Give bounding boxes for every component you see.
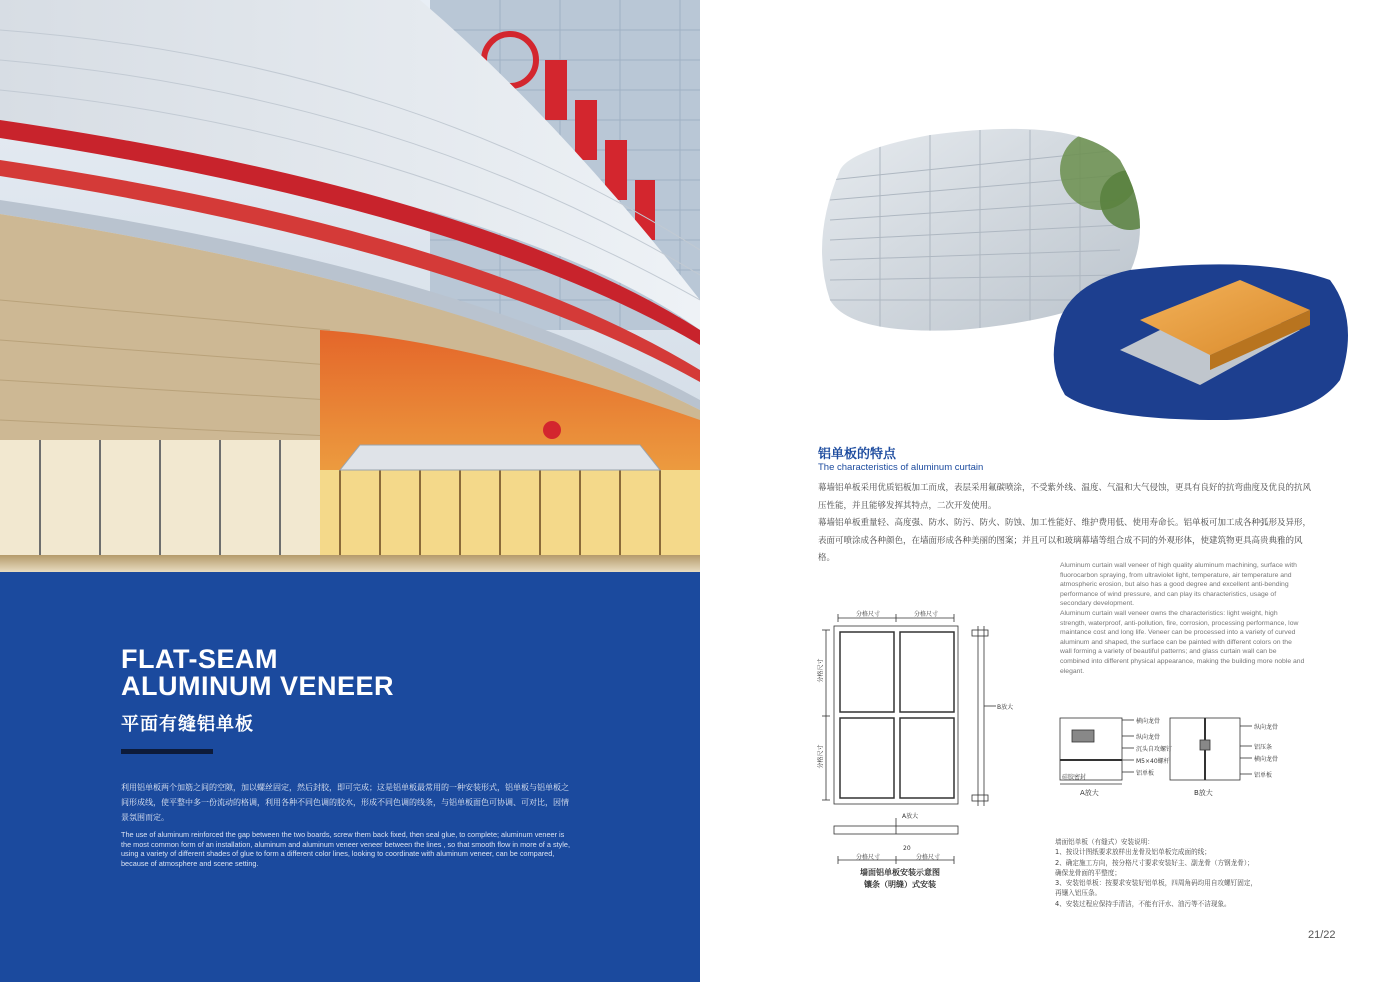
steps-title: 墙面铝单板（有缝式）安装说明： <box>1055 838 1154 846</box>
detail-a-label-3: 沉头自攻螺钉 <box>1136 746 1173 753</box>
step-item: 2、确定施工方向，按分格尺寸要求安装好主、副龙骨（方钢龙骨）； <box>1055 858 1254 867</box>
detail-b-label-2: 铝压条 <box>1254 744 1273 751</box>
title-underline <box>121 749 213 754</box>
detail-b-label-1: 纵向龙骨 <box>1254 724 1279 731</box>
body-cn-paragraph-1: 幕墙铝单板采用优质铝板加工而成，表层采用氟碳喷涂，不受紫外线、温度、气温和大气侵蚀，更具有良好的抗弯曲度及优良的抗风压性能，并且能够发挥其特点，二次开发使用。 <box>818 483 1312 511</box>
caption-line-2: 镶条（明缝）式安装 <box>864 880 936 889</box>
title-en-line1: FLAT-SEAM <box>121 644 278 674</box>
detail-b-label-3: 横向龙骨 <box>1254 756 1279 763</box>
detail-a-label-5: 铝单板 <box>1136 770 1155 777</box>
side-size-label-1: 分格尺寸 <box>817 658 825 683</box>
caption-line-1: 墙面铝单板安装示意图 <box>860 868 940 877</box>
grid-size-label-1: 分格尺寸 <box>856 611 881 618</box>
b-enlarge-label: B放大 <box>997 704 1014 711</box>
description-en: The use of aluminum reinforced the gap between the two boards, screw them back fixed, then seal glue, to complete; aluminum veneer is the most common form of an installation, aluminum and aluminum veneer veneer between the lines , so that smooth flow in more of a style, using a variety of different shades of glue to form a different color lines, looking to coordinate with aluminum veneer, can be compared, because of atmosphere and scene setting. <box>121 830 570 868</box>
step-item: 确保龙骨面的平整度； <box>1055 868 1121 877</box>
product-title-cn: 平面有缝铝单板 <box>121 714 254 735</box>
building-facade-photo <box>0 0 700 572</box>
detail-a-label-4: M5×40螺杆 <box>1136 758 1170 765</box>
body-text-en <box>1060 561 1305 676</box>
body-cn-paragraph-2: 幕墙铝单板重量轻、高度强、防水、防污、防火、防蚀、加工性能好、维护费用低、使用寿命长。铝单板可加工成各种弧形及异形，表面可喷涂成各种颜色，在墙面形成各种美丽的图案；并且可以和玻璃幕墙等组合成不同的外观形体，使建筑物更具高贵典雅的风格。 <box>818 518 1312 563</box>
step-item: 1、按设计图纸要求放样出龙骨及铝单板完成面的线； <box>1055 848 1211 857</box>
detail-b-label-4: 铝单板 <box>1254 772 1273 779</box>
a-enlarge-label: A放大 <box>902 813 919 820</box>
section-subtitle: The characteristics of aluminum curtain <box>818 462 984 473</box>
page-number: 21/22 <box>1308 929 1336 941</box>
right-page <box>700 0 1400 982</box>
detail-a-label-1: 横向龙骨 <box>1136 718 1161 725</box>
detail-a-label-2: 纵向龙骨 <box>1136 734 1161 741</box>
blue-info-panel <box>0 572 700 982</box>
installation-steps <box>1055 837 1325 909</box>
body-en-paragraph-2: Aluminum curtain wall veneer owns the characteristics: light weight, high strength, waterproof, anti-pollution, fire, corrosion, processing performance, low maintance cost and long life. Veneer can be processed into a variety of curved aluminum and shaped, the surface can be painted with different colors on the wall forming a variety of beautiful patterns; and glass curtain wall can be combined into different physical appearance, making the building more noble and elegant. <box>1060 609 1305 675</box>
step-item: 4、安装过程应保持手清洁，不能有汗水、油污等不洁现象。 <box>1055 899 1231 908</box>
title-en-line2: ALUMINUM VENEER <box>121 671 395 701</box>
detail-a-title: A放大 <box>1080 789 1099 797</box>
product-photo-collage <box>700 0 1400 440</box>
detail-a-bottom-label: 硅胶密封 <box>1062 774 1087 781</box>
product-title-en <box>121 646 394 700</box>
step-item: 3、安装铝单板：按要求安装好铝单板，四周角码均用自攻螺钉固定， <box>1055 879 1258 888</box>
grid-size-label-3: 分格尺寸 <box>856 854 881 861</box>
dimension-20-label: 20 <box>903 845 911 852</box>
step-item: 再镶入铝压条。 <box>1055 889 1102 898</box>
description-cn: 利用铝单板两个加筋之间的空隙，加以螺丝固定，然后封胶，即可完成；这是铝单板最常用的一种安装形式，铝单板与铝单板之间形成线，使平整中多一份流动的格调，利用各种不同色调的胶水，形成不同色调的线条，与铝单板面色可协调、可对比，因情景氛围而定。 <box>121 783 569 822</box>
diagram-caption <box>840 867 960 891</box>
section-title: 铝单板的特点 <box>818 447 897 462</box>
detail-b-title: B放大 <box>1194 789 1213 797</box>
grid-size-label-2: 分格尺寸 <box>914 611 939 618</box>
grid-size-label-4: 分格尺寸 <box>916 854 941 861</box>
body-en-paragraph-1: Aluminum curtain wall veneer of high quality aluminum machining, surface with fluorocarbon spraying, from ultraviolet light, temperature, air temperature and atmospheric erosion, but also has a good degree and excellent anti-bending performance of wind pressure, and can play its characteristics, usage of secondary development. <box>1060 562 1297 608</box>
side-size-label-2: 分格尺寸 <box>817 744 825 769</box>
building-facade-illustration <box>0 0 700 572</box>
body-text-cn <box>818 480 1318 568</box>
